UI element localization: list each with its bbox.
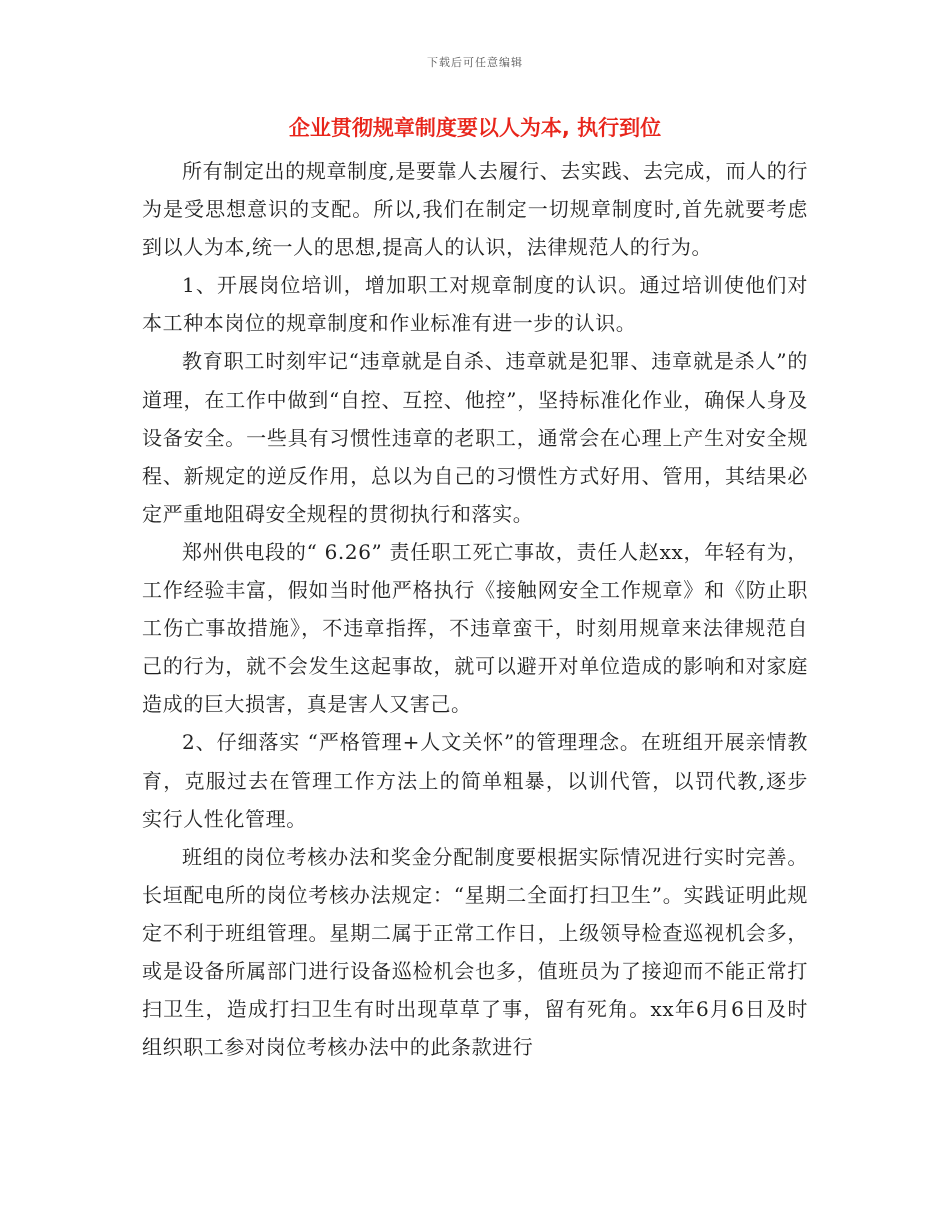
paragraph-intro: 所有制定出的规章制度,是要靠人去履行、去实践、去完成，而人的行为是受思想意识的支配。所以,我们在制定一切规章制度时,首先就要考虑到以人为本,统一人的思想,提高人的认识，法律规范人的行为。 [142, 159, 808, 260]
paragraph-training: 1、开展岗位培训，增加职工对规章制度的认识。通过培训使他们对本工种本岗位的规章制度和作业标准有进一步的认识。 [142, 273, 808, 336]
paragraph-management: 2、仔细落实 “严格管理+人文关怀”的管理理念。在班组开展亲情教育，克服过去在管理工作方法上的简单粗暴，以训代管，以罚代教,逐步实行人性化管理。 [142, 730, 808, 831]
document-title: 企业贯彻规章制度要以人为本, 执行到位 [288, 116, 662, 140]
document-body [142, 152, 808, 1066]
paragraph-accident-case: 郑州供电段的“ 6.26” 责任职工死亡事故，责任人赵xx，年轻有为，工作经验丰富，假如当时他严格执行《接触网安全工作规章》和《防止职工伤亡事故措施》，不违章指挥，不违章蛮干，时刻用规章来法律规范自己的行为，就不会发生这起事故，就可以避开对单位造成的影响和对家庭造成的巨大损害，真是害人又害己。 [142, 539, 808, 717]
page-header-note: 下载后可任意编辑 [427, 56, 523, 69]
paragraph-assessment: 班组的岗位考核办法和奖金分配制度要根据实际情况进行实时完善。长垣配电所的岗位考核办法规定：“星期二全面打扫卫生”。实践证明此规定不利于班组管理。星期二属于正常工作日，上级领导检查巡视机会多，或是设备所属部门进行设备巡检机会也多，值班员为了接迎而不能正常打扫卫生，造成打扫卫生有时出现草草了事，留有死角。xx年6月6日及时组织职工参对岗位考核办法中的此条款进行 [142, 844, 808, 1060]
paragraph-education: 教育职工时刻牢记“违章就是自杀、违章就是犯罪、违章就是杀人”的道理，在工作中做到“自控、互控、他控”，坚持标准化作业，确保人身及设备安全。一些具有习惯性违章的老职工，通常会在心理上产生对安全规程、新规定的逆反作用，总以为自己的习惯性方式好用、管用，其结果必定严重地阻碍安全规程的贯彻执行和落实。 [142, 349, 808, 526]
